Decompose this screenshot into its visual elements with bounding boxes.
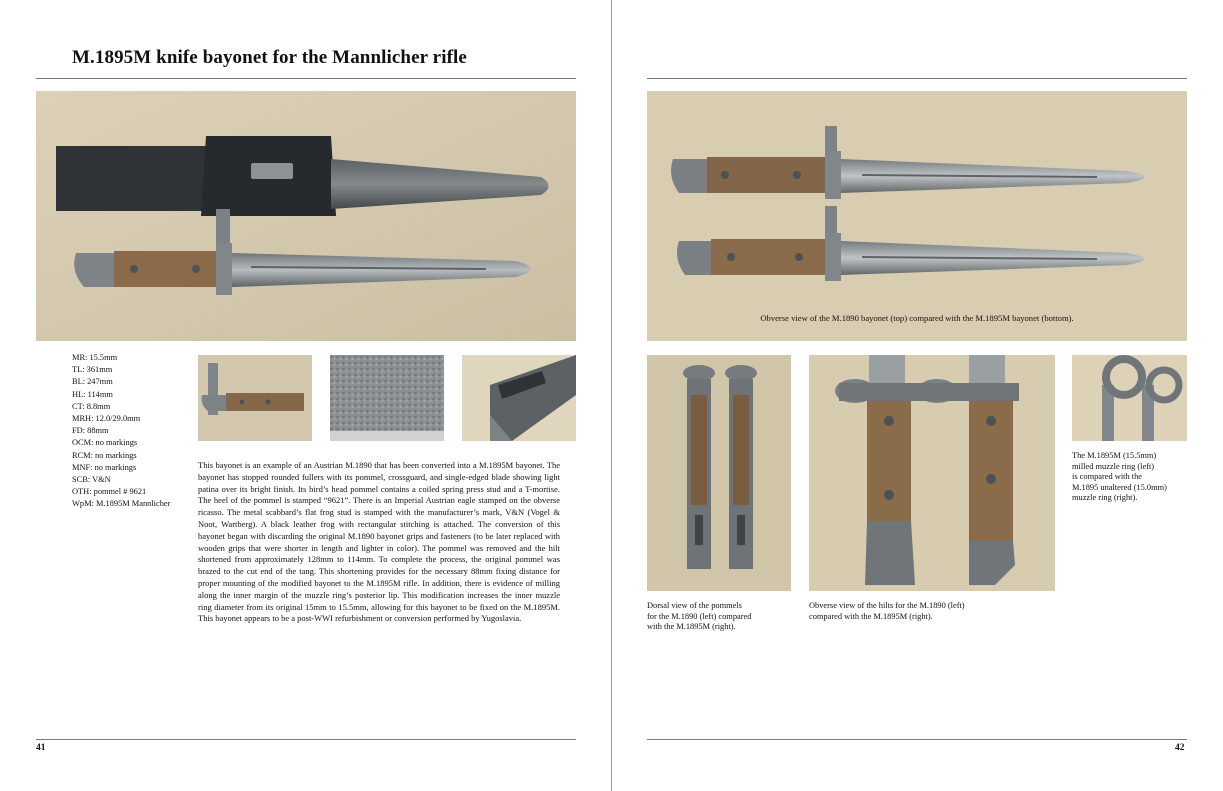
page-number: 42 [1175, 743, 1185, 753]
header-rule [647, 78, 1187, 79]
spec-line: BL: 247mm [72, 377, 113, 387]
spec-line: WpM: M.1895M Mannlicher [72, 499, 171, 509]
footer-rule [36, 739, 576, 740]
right-page [612, 0, 1223, 791]
article-body: This bayonet is an example of an Austrian M.1890 that has been converted into a M.1895M bayonet. The bayonet has stopped rounded fullers with its pommel, crossguard, and single-edged blade showing light patina over its bright finish. Its bird’s head pommel contains a coiled spring press stud and a T-mortise. The heel of the pommel is stamped “9621”. There is an Imperial Austrian eagle stamped on the obverse ricasso. The metal scabbard’s flat frog stud is stamped with the manufacturer’s mark, V&N (Vogel & Noot, Wartberg). A black leather frog with rectangular stitching is attached. The conversion of this bayonet began with discarding the original M.1890 bayonet grips and fasteners (to be later replaced with wooden grips that were shorter in length and lighter in color). The pommel was removed and the hilt shortened from approximately 128mm to 114mm. To complete the process, the original pommel was brazed to the cut end of the tang. This shortening provides for the necessary 88mm fixing distance for proper mounting of the modified bayonet to the M.1895M rifle. In addition, there is evidence of milling along the inner margin of the muzzle ring’s posterior lip. This modification increases the inner muzzle ring diameter from its original 15mm to 15.5mm, allowing for this bayonet to be fixed on the M.1895M. This bayonet appears to be a post-WWI refurbishment or conversion performed by Yugoslavia. [198, 460, 560, 624]
comparison-photo [647, 91, 1187, 341]
comparison-caption: Obverse view of the M.1890 bayonet (top) compared with the M.1895M bayonet (bottom). [760, 313, 1074, 323]
spec-line: OCM: no markings [72, 438, 138, 448]
spec-line: MRH: 12.0/29.0mm [72, 414, 141, 424]
left-page [0, 0, 611, 791]
detail-photo-pommel [198, 355, 312, 441]
spec-line: TL: 361mm [72, 365, 113, 375]
caption-line: Obverse view of the hilts for the M.1890 (left) [809, 601, 965, 610]
caption-line: Dorsal view of the pommels [647, 601, 742, 610]
spec-line: FD: 88mm [72, 426, 109, 436]
hilts-caption [809, 601, 1069, 622]
caption-line: is compared with the [1072, 472, 1143, 482]
hilts-photo [809, 355, 1055, 591]
spec-line: MR: 15.5mm [72, 353, 118, 362]
spec-line: SCB: V&N [72, 475, 111, 485]
spec-line: MNF: no markings [72, 462, 137, 472]
spec-line: HL: 114mm [72, 389, 113, 399]
title-rule [36, 78, 576, 79]
caption-line: compared with the M.1895M (right). [809, 611, 933, 621]
muzzle-rings-photo [1072, 355, 1187, 441]
caption-line: The M.1895M (15.5mm) [1072, 451, 1157, 460]
caption-line: milled muzzle ring (left) [1072, 461, 1155, 471]
pommels-photo [647, 355, 791, 591]
spec-line: OTH: pommel # 9621 [72, 487, 147, 497]
muzzle-rings-caption [1072, 451, 1202, 504]
footer-rule [647, 739, 1187, 740]
spec-list [72, 352, 192, 511]
caption-line: muzzle ring (right). [1072, 493, 1138, 503]
detail-photo-marking [330, 355, 444, 441]
page-number: 41 [36, 743, 46, 753]
main-bayonet-photo [36, 91, 576, 341]
caption-line: M.1895 unaltered (15.0mm) [1072, 482, 1167, 492]
detail-photo-frog-stud [462, 355, 576, 441]
caption-line: for the M.1890 (left) compared [647, 611, 752, 621]
pommels-caption [647, 601, 797, 633]
spec-line: RCM: no markings [72, 450, 137, 460]
spec-line: CT: 8.8mm [72, 401, 111, 411]
caption-line: with the M.1895M (right). [647, 622, 736, 632]
page-title: M.1895M knife bayonet for the Mannlicher rifle [72, 47, 467, 68]
